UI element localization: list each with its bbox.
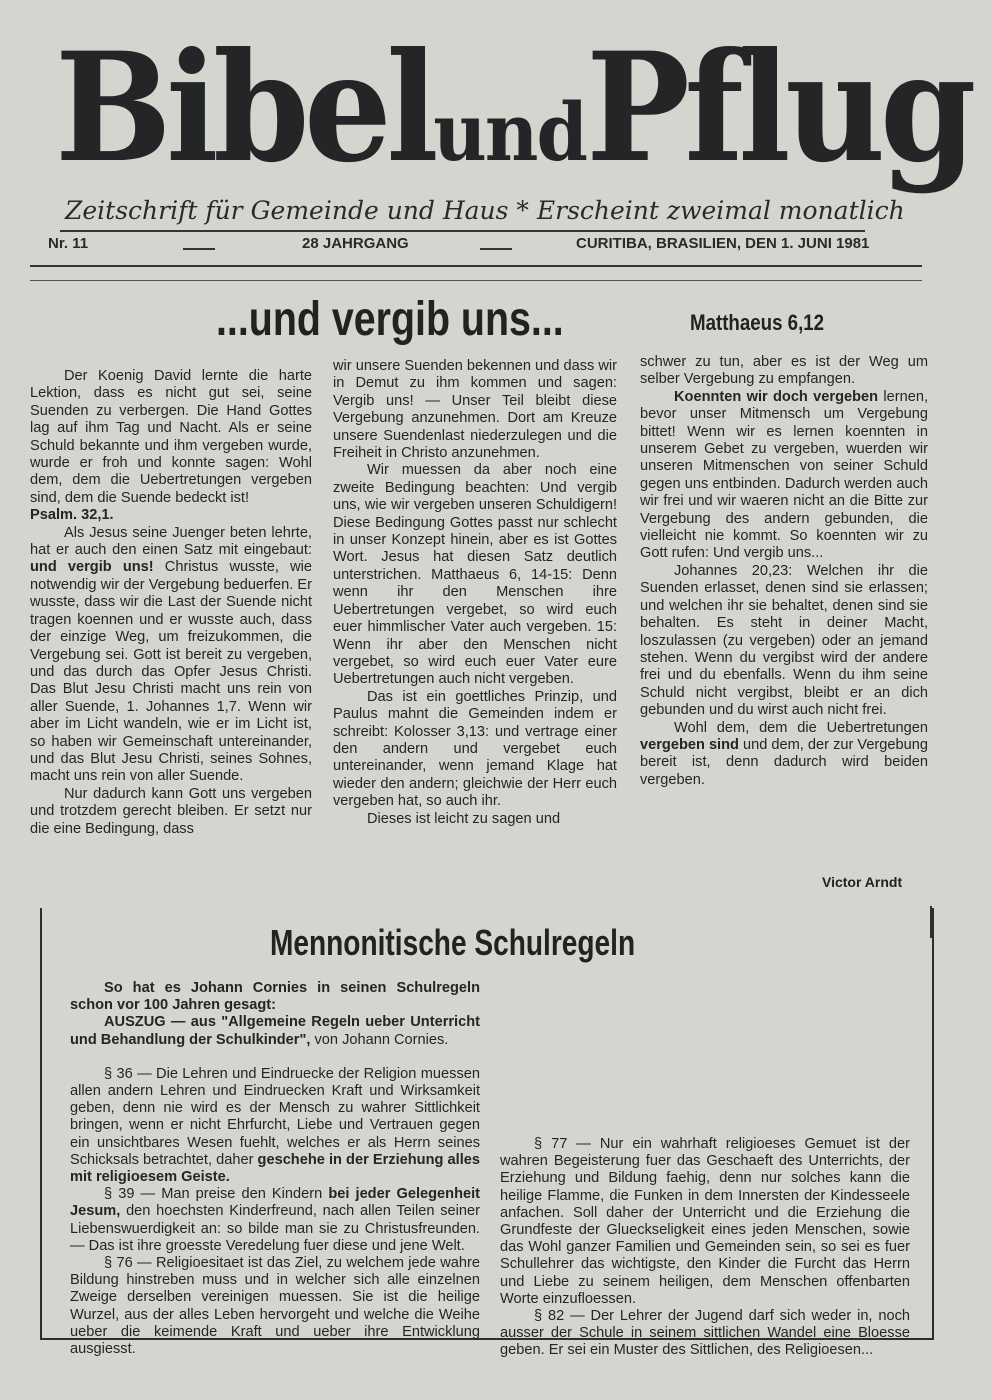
paragraph: Dieses ist leicht zu sagen und [367,810,561,827]
box-column-1 [70,980,480,1358]
meta-divider [480,248,512,250]
text-run: und dem, der zur Vergebung bereit ist, denn dadurch wird beiden vergeben. [640,736,928,788]
text-run: Als Jesus seine Juenger beten lehrte, hat er auch den einen Satz mit eingebaut: [30,524,312,559]
issue-number: Nr. 11 [48,235,89,252]
paragraph [640,389,928,563]
box-intro: So hat es Johann Cornies in seinen Schulregeln schon vor 100 Jahren gesagt: [70,980,480,1014]
text-run: von Johann Cornies. [314,1031,449,1048]
emphasis: Koennten wir doch vergeben [674,388,879,405]
paragraph: Johannes 20,23: Welchen ihr die Suenden erlasset, denen sind sie erlassen; und welchen ihr sie behaltet, denen sind sie behalten. Es steht in deiner Macht, loszulassen (zu vergeben) oder an jemand stehen. Wenn du vergibst wird der andere frei und du ebenfalls. Wenn du ihm seine Schuld nicht vergibst, bleibt er an dich gebunden und du wirst auch nicht frei. [640,562,928,719]
box-auszug [70,1014,480,1048]
masthead-bibel: Bibel [55,20,434,196]
paragraph: wir unsere Suenden bekennen und dass wir in Demut zu ihm kommen und sagen: Vergib uns! — Unser Teil bleibt diese Vergebung anzunehmen. Dort am Kreuze unsere Suendenlast niederzulegen und die Freiheit in Christo anzunehmen. [333,358,617,462]
section-36 [70,1066,480,1186]
paragraph: Das ist ein goettliches Prinzip, und Paulus mahnt die Gemeinden indem er schreibt: Kolosser 3,13: und vertrage einer den andern und vergebet euch untereinander, wenn jemand Klage hat wieder den andern; gleichwie der Herr euch vergeben hat, so auch ihr. [333,688,617,810]
text-run: § 39 — Man preise den Kindern [104,1186,323,1203]
paragraph: Der Koenig David lernte die harte Lektion, dass es nicht gut sei, seine Suenden zu verbergen. Die Hand Gottes lag auf ihm Tag und Nacht. Als er seine Schuld bekannte und ihm vergeben wurde, wurde er froh und konnte sagen: Wohl dem, dem die Uebertretungen vergeben sind, dem die Suende bedeckt ist! [30,368,312,506]
article-column-2 [333,358,617,828]
text-run: lernen, bevor unser Mitmensch um Vergebung bittet! Wenn wir es lernen koennten in unserem Gebet zu vergeben, wuerden wir unseren Mitmenschen von seiner Schuld gegen uns entbinden. Dadurch werden auch wir frei und wir waeren nicht an die Bitte zur Vergebung des andern gebunden, die vielleicht nie kommt. So koennten wir zu Gott rufen: Und vergib uns... [640,388,928,562]
header-rule-lower [30,280,922,281]
article-headline: ...und vergib uns... [216,293,564,346]
author-signature: Victor Arndt [822,874,903,890]
paragraph: Nur dadurch kann Gott uns vergeben und trotzdem gerecht bleiben. Er setzt nur die eine Bedingung, dass [30,785,312,837]
volume-label: 28 JAHRGANG [302,235,409,252]
masthead-und: und [433,85,587,179]
paragraph [640,720,928,790]
emphasis: und vergib uns! [30,559,154,576]
text-run: Christus wusste, wie notwendig wir der Vergebung beduerfen. Er wusste, dass wir die Last der Suende nicht tragen koennen und er wusste auch, dass der einzige Weg, um freizukommen, die Vergebung sei. Gott ist bereit zu vergeben, und das durch das Opfer Jesus Christi. Das Blut Jesu Christi macht uns rein von aller Suende, 1. Johannes 1,7. Wenn wir aber im Licht wandeln, wie er im Licht ist, so haben wir Gemeinschaft untereinander, und das Blut Jesu Christi, seines Sohnes, macht uns rein von aller Suende. [30,559,312,785]
emphasis: vergeben sind [640,736,739,753]
article-reference: Matthaeus 6,12 [690,310,825,335]
text-run: § 36 — Die Lehren und Eindruecke der Religion muessen allen andern Lehren und Eindruecken Kraft und Wirksamkeit geben, denn nie wird es der Mensch zu wahrer Sittlichkeit bringen, wenn er nicht Ehrfurcht, Liebe und Vertrauen gegen ein unsichtbares Wesen fuehlt, welches er als Herrn seines Schicksals betrachtet, daher [70,1065,480,1168]
psalm-reference: Psalm. 32,1. [30,507,114,524]
subtitle-rule [60,230,865,232]
place-date: CURITIBA, BRASILIEN, DEN 1. JUNI 1981 [576,235,870,252]
emphasis: geschehe in der Erziehung alles mit religioesem Geiste. [70,1151,480,1186]
meta-divider [183,248,215,250]
paragraph: schwer zu tun, aber es ist der Weg um selber Vergebung zu empfangen. [640,354,928,388]
paragraph [30,525,312,786]
section-76: § 76 — Religioesitaet ist das Ziel, zu welchem jede wahre Bildung hinstreben muss und in welcher sich alle einzelnen Zweige derselben vereinigen muessen. Sie ist die heilige Wurzel, aus der alles Leben hervorgeht und welche die Weihe ueber die keimende Kraft und ueber ihre Entwicklung ausgiesst. [70,1255,480,1358]
article-column-3 [640,354,928,789]
masthead-subtitle: Zeitschrift für Gemeinde und Haus * Erscheint zweimal monatlich [65,196,905,225]
masthead-pflug: Pflug [586,20,971,196]
section-39 [70,1186,480,1255]
box-title: Mennonitische Schulregeln [270,922,636,963]
text-run: den hoechsten Kinderfreund, nach allen Teilen seiner Liebenswuerdigkeit an: so bilde man sie zu Christusfreunden. — Das ist ihre groesste Veredelung fuer diese und jene Welt. [70,1203,480,1254]
masthead-title [55,18,971,198]
section-77: § 77 — Nur ein wahrhaft religioeses Gemuet ist der wahren Begeisterung fuer das Geschaeft des Unterrichts, der Erziehung und Bildung faehig, denn nur solches kann die heilige Flamme, die Funken in dem Innersten der Kindesseele anfachen. Soll daher der Unterricht und die Erziehung die Grundfeste der Glueckseligkeit eines jeden Menschen, sowie das Wohl ganzer Familien und Gemeinden sein, so sei es fuer Schullehrer das wichtigste, den Kinder die Furcht das Herrn und Liebe zu seinem heiligen, dem Menschen offenbarten Worte einzufloessen. [500,1136,910,1307]
section-82: § 82 — Der Lehrer der Jugend darf sich weder in, noch ausser der Schule in seinem sittlichen Wandel eine Bloesse geben. Er sei ein Muster des Sittlichen, des Religioesen... [500,1308,910,1359]
paragraph: Wir muessen da aber noch eine zweite Bedingung beachten: Und vergib uns, wie wir vergeben unseren Schuldigern! Diese Bedingung Gottes passt nur schlecht in unser Konzept hinein, aber es ist Gottes Wort. Jesus hat diesen Satz deutlich unterstrichen. Matthaeus 6, 14-15: Denn wenn ihr den Menschen ihre Uebertretungen vergebet, so wird euch euer himmlischer Vater auch vergeben. 15: Wenn ihr aber den Menschen nicht vergebet, so wird euch euer Vater eure Uebertretungen auch nicht vergeben. [333,462,617,688]
box-column-2 [500,1136,910,1360]
header-rule [30,265,922,267]
article-column-1 [30,368,312,838]
emphasis: bei jeder Gelegenheit Jesum, [70,1186,481,1220]
emphasis: AUSZUG — aus "Allgemeine Regeln ueber Unterricht und Behandlung der Schulkinder", [70,1014,480,1048]
text-run: Wohl dem, dem die Uebertretungen [674,719,928,736]
